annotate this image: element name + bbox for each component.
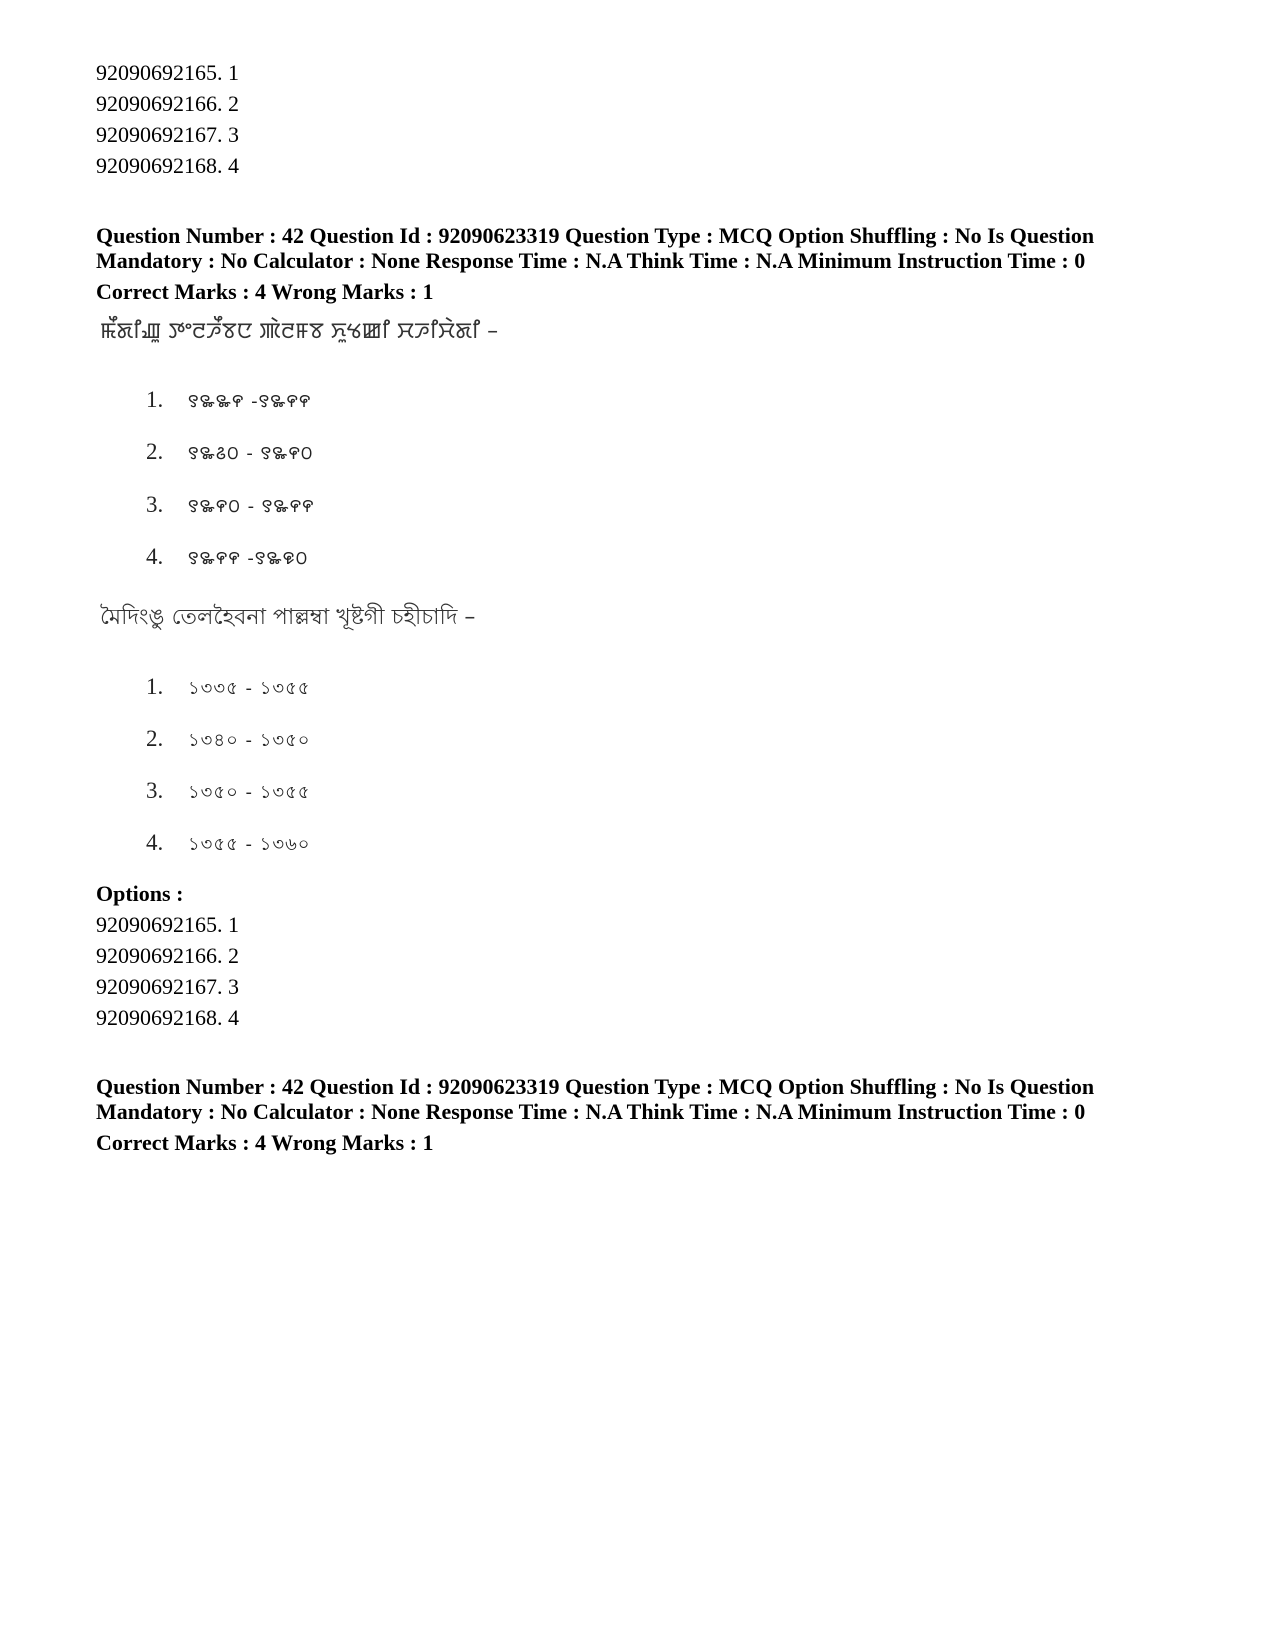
option-number: 2.: [146, 726, 164, 751]
option-number: 1.: [146, 674, 164, 699]
top-option-1: 92090692165. 1: [96, 60, 239, 85]
question-header-1-line2: Mandatory : No Calculator : None Response Time : N.A Think Time : N.A Minimum Instruction Time : 0: [96, 248, 1086, 273]
meitei-option-2: [146, 438, 313, 468]
option-value: ꯱꯳꯵꯰ - ꯱꯳꯵꯵: [188, 496, 315, 517]
question-header-2-line1: Question Number : 42 Question Id : 92090623319 Question Type : MCQ Option Shuffling : No Is Question: [96, 1074, 1095, 1099]
option-value: ১৩৫০ - ১৩৫৫: [188, 782, 311, 803]
option-value: ꯱꯳꯴꯰ - ꯱꯳꯵꯰: [188, 443, 314, 464]
meitei-option-1: [146, 386, 311, 416]
option-number: 3.: [146, 778, 164, 803]
top-option-2: 92090692166. 2: [96, 91, 239, 116]
question-header-1-line3: Correct Marks : 4 Wrong Marks : 1: [96, 279, 434, 304]
question-header-2-line3: Correct Marks : 4 Wrong Marks : 1: [96, 1130, 434, 1155]
meitei-option-3: [146, 491, 315, 521]
option-value: ১৩৪০ - ১৩৫০: [188, 730, 311, 751]
bengali-option-3: [146, 777, 310, 807]
question-header-2-line2: Mandatory : No Calculator : None Response Time : N.A Think Time : N.A Minimum Instruction Time : 0: [96, 1099, 1086, 1124]
option-value: ꯱꯳꯵꯵ -꯱꯳꯶꯰: [188, 548, 309, 569]
top-option-3: 92090692167. 3: [96, 122, 239, 147]
option-2: 92090692166. 2: [96, 943, 239, 968]
option-1: 92090692165. 1: [96, 912, 239, 937]
question-text-meitei: ꯃꯩꯗꯤꯉꯨ ꯇꯦꯂꯍꯩꯕꯅ ꯄꯥꯂꯝꯕ ꯈꯨꯠꯀꯤ ꯆꯍꯤꯆꯥꯗꯤ –: [100, 319, 499, 344]
option-number: 3.: [146, 492, 164, 517]
top-option-4: 92090692168. 4: [96, 153, 239, 178]
bengali-option-1: [146, 673, 310, 703]
option-value: ꯱꯳꯳꯵ -꯱꯳꯵꯵: [188, 391, 312, 412]
question-text-bengali: মৈদিংঙু তেলহৈবনা পাল্লম্বা খূষ্টগী চহীচাদি –: [100, 605, 476, 630]
option-number: 4.: [146, 830, 164, 855]
option-number: 2.: [146, 439, 164, 464]
option-number: 1.: [146, 387, 164, 412]
option-value: ১৩৫৫ - ১৩৬০: [188, 834, 311, 855]
option-value: ১৩৩৫ - ১৩৫৫: [188, 678, 311, 699]
option-4: 92090692168. 4: [96, 1005, 239, 1030]
option-number: 4.: [146, 544, 164, 569]
bengali-option-2: [146, 725, 310, 755]
bengali-option-4: [146, 829, 310, 859]
option-3: 92090692167. 3: [96, 974, 239, 999]
meitei-option-4: [146, 543, 308, 573]
options-label: Options :: [96, 881, 184, 906]
question-header-1-line1: Question Number : 42 Question Id : 92090623319 Question Type : MCQ Option Shuffling : No Is Question: [96, 223, 1095, 248]
